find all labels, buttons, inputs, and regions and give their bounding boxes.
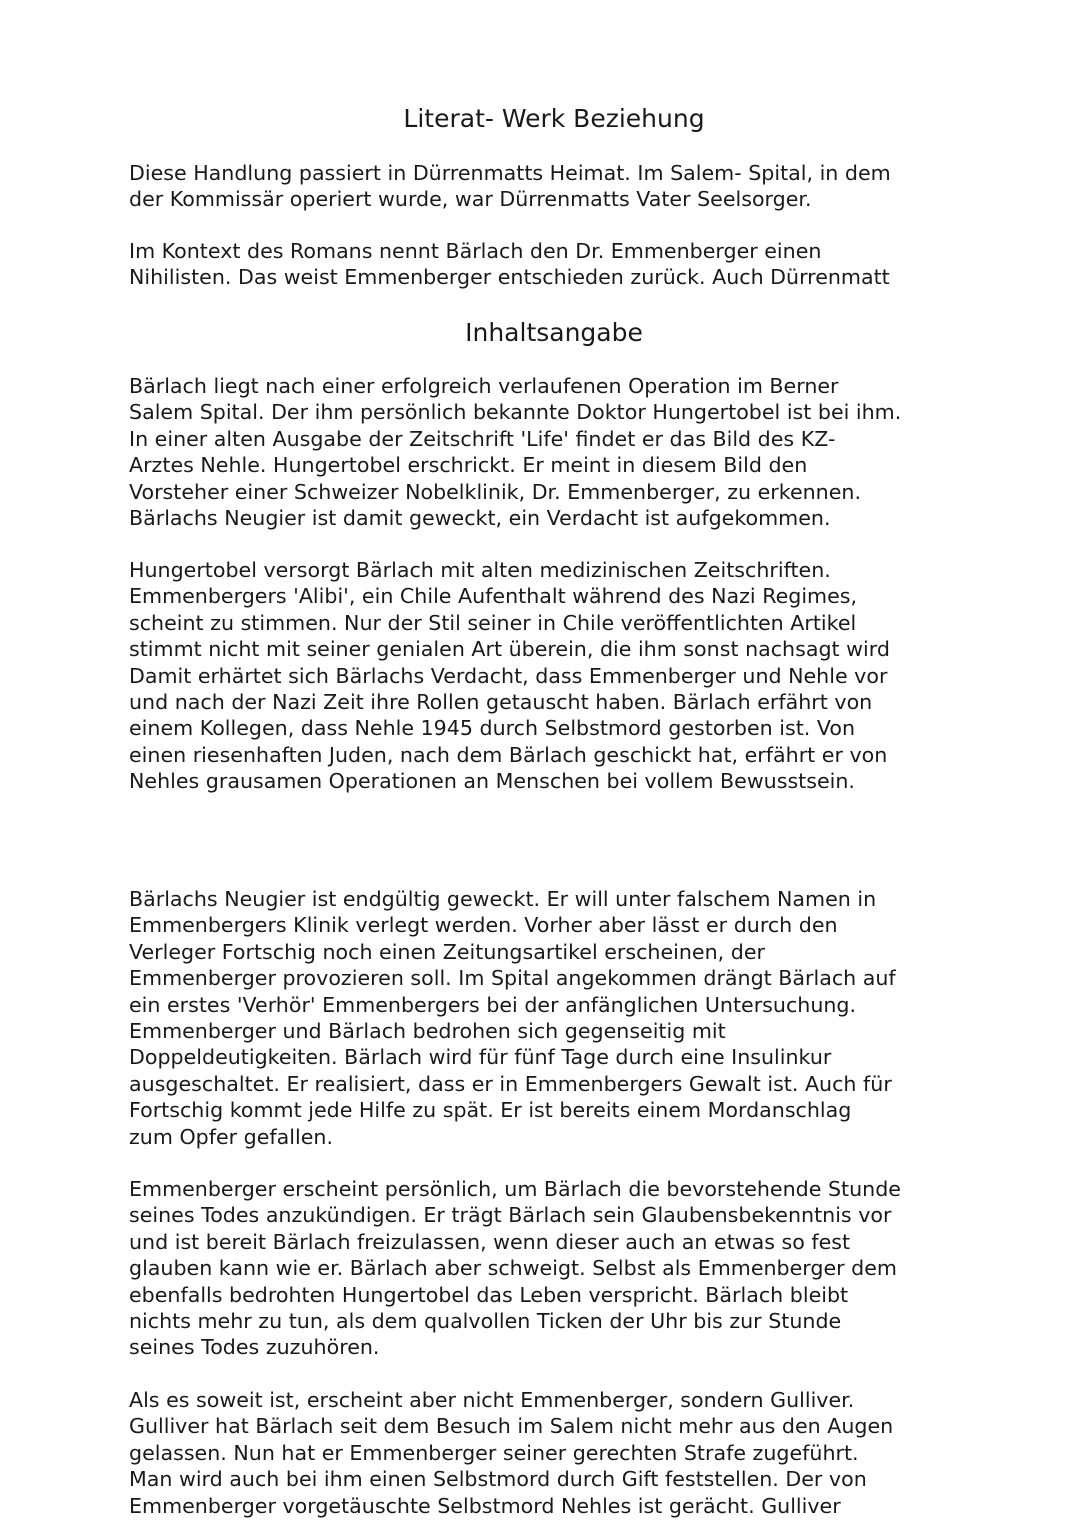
text-line: Doppeldeutigkeiten. Bärlach wird für fünf Tage durch eine Insulinkur — [129, 1045, 832, 1070]
paragraph-gulliver — [129, 1387, 989, 1519]
section-title-inhaltsangabe: Inhaltsangabe — [465, 318, 643, 347]
text-line: Emmenbergers 'Alibi', ein Chile Aufenthalt während des Nazi Regimes, — [129, 584, 858, 609]
text-line: Verleger Fortschig noch einen Zeitungsartikel erscheinen, der — [129, 939, 765, 964]
text-line: Nehles grausamen Operationen an Menschen bei vollem Bewusstsein. — [129, 769, 855, 794]
text-line: Emmenberger provozieren soll. Im Spital angekommen drängt Bärlach auf — [129, 966, 896, 991]
text-line: scheint zu stimmen. Nur der Stil seiner in Chile veröffentlichten Artikel — [129, 610, 857, 635]
text-line: Salem Spital. Der ihm persönlich bekannte Doktor Hungertobel ist bei ihm. — [129, 400, 902, 425]
text-line: Diese Handlung passiert in Dürrenmatts Heimat. Im Salem- Spital, in dem — [129, 161, 891, 185]
text-line: seines Todes zuzuhören. — [129, 1335, 380, 1360]
text-line: und nach der Nazi Zeit ihre Rollen getauscht haben. Bärlach erfährt von — [129, 690, 873, 715]
text-line: der Kommissär operiert wurde, war Dürrenmatts Vater Seelsorger. — [129, 187, 812, 212]
text-line: ausgeschaltet. Er realisiert, dass er in Emmenbergers Gewalt ist. Auch für — [129, 1071, 892, 1096]
text-line: Gulliver hat Bärlach seit dem Besuch im Salem nicht mehr aus den Augen — [129, 1414, 894, 1439]
text-line: Arztes Nehle. Hungertobel erschrickt. Er meint in diesem Bild den — [129, 453, 808, 478]
text-line: stimmt nicht mit seiner genialen Art überein, die ihm sonst nachsagt wird — [129, 637, 890, 662]
text-line: Bärlach liegt nach einer erfolgreich verlaufenen Operation im Berner — [129, 374, 839, 398]
text-line: Emmenbergers Klinik verlegt werden. Vorher aber lässt er durch den — [129, 913, 838, 938]
text-line: Im Kontext des Romans nennt Bärlach den Dr. Emmenberger einen — [129, 239, 822, 263]
text-line: Hungertobel versorgt Bärlach mit alten medizinischen Zeitschriften. — [129, 558, 831, 582]
paragraph-kontext — [129, 238, 989, 291]
text-line: Bärlachs Neugier ist endgültig geweckt. Er will unter falschem Namen in — [129, 887, 877, 911]
text-line: nichts mehr zu tun, als dem qualvollen Ticken der Uhr bis zur Stunde — [129, 1309, 842, 1334]
text-line: Vorsteher einer Schweizer Nobelklinik, Dr. Emmenberger, zu erkennen. — [129, 479, 862, 504]
text-line: Nihilisten. Das weist Emmenberger entschieden zurück. Auch Dürrenmatt — [129, 265, 890, 290]
text-line: Bärlachs Neugier ist damit geweckt, ein Verdacht ist aufgekommen. — [129, 506, 831, 531]
text-line: Emmenberger und Bärlach bedrohen sich gegenseitig mit — [129, 1019, 726, 1044]
text-line: glauben kann wie er. Bärlach aber schweigt. Selbst als Emmenberger dem — [129, 1256, 897, 1281]
text-line: Als es soweit ist, erscheint aber nicht Emmenberger, sondern Gulliver. — [129, 1388, 855, 1412]
text-line: Man wird auch bei ihm einen Selbstmord durch Gift feststellen. Der von — [129, 1467, 867, 1492]
text-line: einen riesenhaften Juden, nach dem Bärlach geschickt hat, erfährt er von — [129, 742, 888, 767]
text-line: Emmenberger erscheint persönlich, um Bärlach die bevorstehende Stunde — [129, 1177, 901, 1201]
text-line: einem Kollegen, dass Nehle 1945 durch Selbstmord gestorben ist. Von — [129, 716, 856, 741]
paragraph-zeitschriften — [129, 557, 989, 795]
text-line: seines Todes anzukündigen. Er trägt Bärlach sein Glaubensbekenntnis vor — [129, 1203, 892, 1228]
paragraph-klinik — [129, 886, 989, 1150]
text-line: gelassen. Nun hat er Emmenberger seiner gerechten Strafe zugeführt. — [129, 1440, 859, 1465]
text-line: Emmenberger vorgetäuschte Selbstmord Nehles ist gerächt. Gulliver — [129, 1493, 841, 1518]
paragraph-todesstunde — [129, 1176, 989, 1361]
section-title-literat-werk: Literat- Werk Beziehung — [403, 104, 705, 133]
text-line: In einer alten Ausgabe der Zeitschrift 'Life' findet er das Bild des KZ- — [129, 426, 836, 451]
text-line: und ist bereit Bärlach freizulassen, wenn dieser auch an etwas so fest — [129, 1229, 851, 1254]
text-line: zum Opfer gefallen. — [129, 1124, 334, 1149]
paragraph-operation — [129, 373, 989, 531]
text-line: Fortschig kommt jede Hilfe zu spät. Er ist bereits einem Mordanschlag — [129, 1098, 852, 1123]
text-line: Damit erhärtet sich Bärlachs Verdacht, dass Emmenberger und Nehle vor — [129, 663, 888, 688]
paragraph-heimat — [129, 160, 989, 213]
text-line: ein erstes 'Verhör' Emmenbergers bei der anfänglichen Untersuchung. — [129, 992, 857, 1017]
text-line: ebenfalls bedrohten Hungertobel das Leben verspricht. Bärlach bleibt — [129, 1282, 849, 1307]
